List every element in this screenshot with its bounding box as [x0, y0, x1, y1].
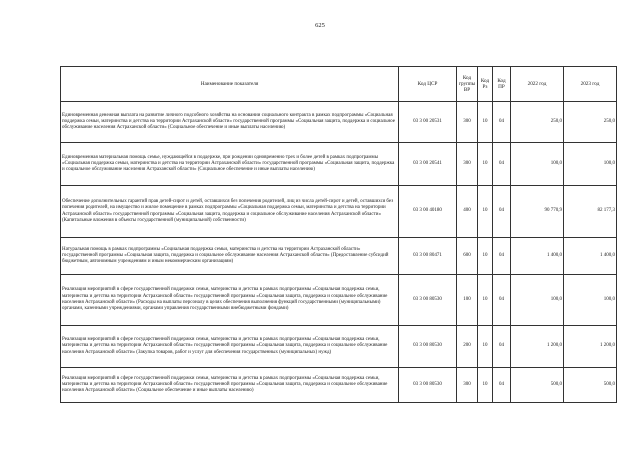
row-csr: 03 3 00 80530 [399, 368, 457, 403]
table-header-row [61, 67, 617, 102]
row-rz: 10 [478, 326, 493, 368]
row-rz: 10 [478, 186, 493, 238]
row-csr: 03 3 00 20531 [399, 102, 457, 143]
row-2023: 500,0 [564, 368, 617, 403]
table-row [61, 326, 617, 368]
row-2022: 1 200,0 [511, 326, 564, 368]
row-pr: 04 [493, 326, 511, 368]
row-vr: 400 [457, 186, 478, 238]
row-pr: 04 [493, 186, 511, 238]
row-2023: 1 400,0 [564, 238, 617, 275]
row-vr: 600 [457, 238, 478, 275]
header-csr: Код ЦСР [399, 67, 457, 102]
row-rz: 10 [478, 102, 493, 143]
row-2022: 100,0 [511, 275, 564, 326]
row-rz: 10 [478, 275, 493, 326]
row-pr: 04 [493, 143, 511, 186]
row-2022: 100,0 [511, 143, 564, 186]
table-row [61, 368, 617, 403]
header-vr: Код группы ВР [457, 67, 478, 102]
row-pr: 04 [493, 275, 511, 326]
row-vr: 100 [457, 275, 478, 326]
row-2022: 1 400,0 [511, 238, 564, 275]
header-2023: 2023 год [564, 67, 617, 102]
header-rz: Код Рз [478, 67, 493, 102]
row-name: Единовременная материальная помощь семье, нуждающейся в поддержке, при рождении одновременно трех и более детей в рамках подпрограммы «Социальная поддержка семьи, материнства и детства на территории Астраханской области» государственной программы «Социальная защита, поддержка и социальное обслуживание населения Астраханской области» (Социальное обеспечение и иные выплаты населению) [61, 143, 399, 186]
row-name: Реализация мероприятий в сфере государственной поддержки семьи, материнства и детства в рамках подпрограммы «Социальная поддержка семьи, материнства и детства на территории Астраханской области» государственной программы «Социальная защита, поддержка и социальное обслуживание населения Астраханской области» (Социальное обеспечение и иные выплаты населению) [61, 368, 399, 403]
row-csr: 03 3 00 80530 [399, 275, 457, 326]
row-csr: 03 3 00 20541 [399, 143, 457, 186]
row-pr: 04 [493, 238, 511, 275]
row-2022: 500,0 [511, 368, 564, 403]
row-name: Реализация мероприятий в сфере государственной поддержки семьи, материнства и детства в рамках подпрограммы «Социальная поддержка семьи, материнства и детства на территории Астраханской области» государственной программы «Социальная защита, поддержка и социальное обслуживание населения Астраханской области» (Закупка товаров, работ и услуг для обеспечения государственных (муниципальных) нужд) [61, 326, 399, 368]
row-csr: 03 3 00 80471 [399, 238, 457, 275]
table-row [61, 102, 617, 143]
row-2023: 1 200,0 [564, 326, 617, 368]
row-vr: 300 [457, 368, 478, 403]
row-vr: 300 [457, 143, 478, 186]
row-pr: 04 [493, 102, 511, 143]
row-csr: 03 3 00 40180 [399, 186, 457, 238]
header-name: Наименование показателя [61, 67, 399, 102]
row-rz: 10 [478, 368, 493, 403]
row-csr: 03 3 00 80530 [399, 326, 457, 368]
row-name: Обеспечение дополнительных гарантий прав детей-сирот и детей, оставшихся без попечения родителей, лиц из числа детей-сирот и детей, оставшихся без попечения родителей, на имущество и жилое помещение в рамках подпрограммы «Социальная поддержка семьи, материнства и детства на территории Астраханской области» государственной программы «Социальная защита, поддержка и социальное обслуживание населения Астраханской области» (Капитальные вложения в объекты государственной (муниципальной) собственности) [61, 186, 399, 238]
row-rz: 10 [478, 143, 493, 186]
row-vr: 200 [457, 326, 478, 368]
budget-table [60, 66, 617, 403]
row-2022: 90 770,9 [511, 186, 564, 238]
table-row [61, 143, 617, 186]
table-row [61, 238, 617, 275]
header-2022: 2022 год [511, 67, 564, 102]
row-2023: 250,0 [564, 102, 617, 143]
row-name: Натуральная помощь в рамках подпрограммы «Социальная поддержка семьи, материнства и детства на территории Астраханской области» государственной программы «Социальная защита, поддержка и социальное обслуживание населения Астраханской области» (Предоставление субсидий бюджетным, автономным учреждениям и иным некоммерческим организациям) [61, 238, 399, 275]
row-2022: 250,0 [511, 102, 564, 143]
table-row [61, 275, 617, 326]
row-name: Единовременная денежная выплата на развитие личного подсобного хозяйства на основании социального контракта в рамках подпрограммы «Социальная поддержка семьи, материнства и детства на территории Астраханской области» государственной программы «Социальная защита, поддержка и социальное обслуживание населения Астраханской области» (Социальное обеспечение и иные выплаты населению) [61, 102, 399, 143]
row-2023: 82 177,3 [564, 186, 617, 238]
header-pr: Код ПР [493, 67, 511, 102]
row-name: Реализация мероприятий в сфере государственной поддержки семьи, материнства и детства в рамках подпрограммы «Социальная поддержка семьи, материнства и детства на территории Астраханской области» государственной программы «Социальная защита, поддержка и социальное обслуживание населения Астраханской области» (Расходы на выплаты персоналу в целях обеспечения выполнения функций государственными (муниципальными) органами, казенными учреждениями, органами управления государственными внебюджетными фондами) [61, 275, 399, 326]
row-2023: 100,0 [564, 275, 617, 326]
row-rz: 10 [478, 238, 493, 275]
page-number: 625 [315, 22, 325, 29]
row-vr: 300 [457, 102, 478, 143]
row-pr: 04 [493, 368, 511, 403]
row-2023: 100,0 [564, 143, 617, 186]
table-row [61, 186, 617, 238]
